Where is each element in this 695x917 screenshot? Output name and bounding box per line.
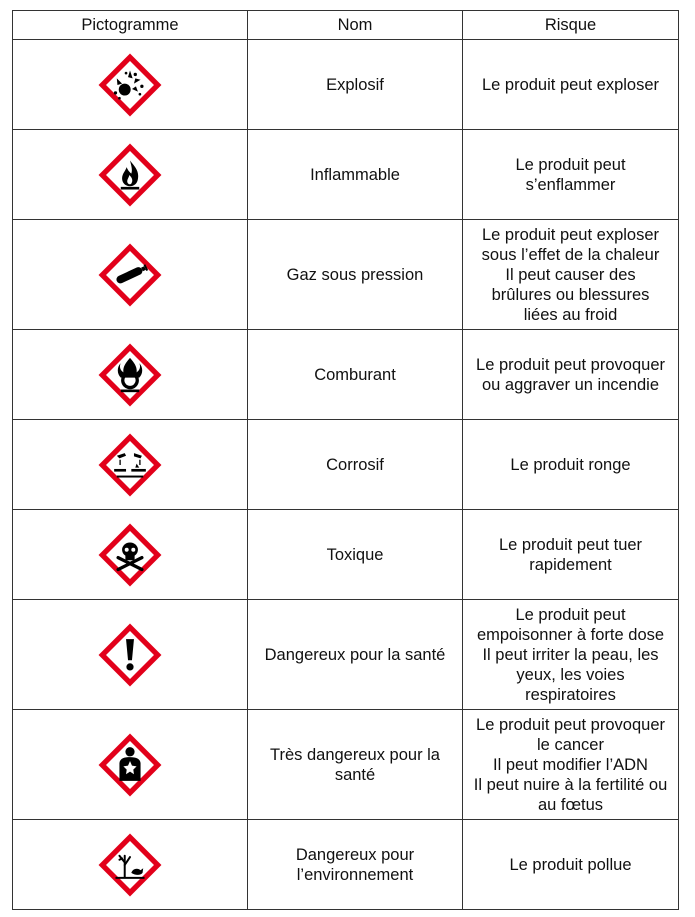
header-risk: Risque	[463, 11, 679, 40]
skull-crossbones-icon	[97, 522, 163, 588]
name-cell: Explosif	[248, 40, 463, 130]
hazard-pictogram-table	[12, 10, 679, 910]
environment-icon	[97, 832, 163, 898]
pictogram-cell	[13, 40, 248, 130]
pictogram-cell	[13, 420, 248, 510]
name-cell: Gaz sous pression	[248, 220, 463, 330]
table-row	[13, 420, 679, 510]
risk-cell: Le produit peut exploser	[463, 40, 679, 130]
gas-cylinder-icon	[97, 242, 163, 308]
corrosion-icon	[97, 432, 163, 498]
risk-cell: Le produit peut tuer rapidement	[463, 510, 679, 600]
flame-icon	[97, 142, 163, 208]
table-row	[13, 40, 679, 130]
risk-cell: Le produit peut empoisonner à forte dose Il peut irriter la peau, les yeux, les voies respiratoires	[463, 600, 679, 710]
pictogram-cell	[13, 220, 248, 330]
name-cell: Comburant	[248, 330, 463, 420]
header-pictogram: Pictogramme	[13, 11, 248, 40]
table-row	[13, 820, 679, 910]
explosive-icon	[97, 52, 163, 118]
table-row	[13, 220, 679, 330]
name-cell: Toxique	[248, 510, 463, 600]
health-hazard-icon	[97, 732, 163, 798]
name-cell: Dangereux pour la santé	[248, 600, 463, 710]
pictogram-cell	[13, 820, 248, 910]
exclamation-mark-icon	[97, 622, 163, 688]
pictogram-cell	[13, 330, 248, 420]
table-row	[13, 330, 679, 420]
pictogram-cell	[13, 710, 248, 820]
flame-over-circle-icon	[97, 342, 163, 408]
risk-cell: Le produit ronge	[463, 420, 679, 510]
name-cell: Corrosif	[248, 420, 463, 510]
risk-cell: Le produit peut provoquer le cancer Il peut modifier l’ADN Il peut nuire à la fertilité ou au fœtus	[463, 710, 679, 820]
pictogram-cell	[13, 510, 248, 600]
table-row	[13, 130, 679, 220]
name-cell: Très dangereux pour la santé	[248, 710, 463, 820]
pictogram-cell	[13, 130, 248, 220]
table-row	[13, 710, 679, 820]
name-cell: Dangereux pour l’environnement	[248, 820, 463, 910]
risk-cell: Le produit peut provoquer ou aggraver un incendie	[463, 330, 679, 420]
risk-cell: Le produit peut exploser sous l’effet de la chaleur Il peut causer des brûlures ou blessures liées au froid	[463, 220, 679, 330]
name-cell: Inflammable	[248, 130, 463, 220]
header-name: Nom	[248, 11, 463, 40]
pictogram-cell	[13, 600, 248, 710]
table-row	[13, 600, 679, 710]
risk-cell: Le produit pollue	[463, 820, 679, 910]
table-row	[13, 510, 679, 600]
risk-cell: Le produit peut s’enflammer	[463, 130, 679, 220]
header-row	[13, 11, 679, 40]
